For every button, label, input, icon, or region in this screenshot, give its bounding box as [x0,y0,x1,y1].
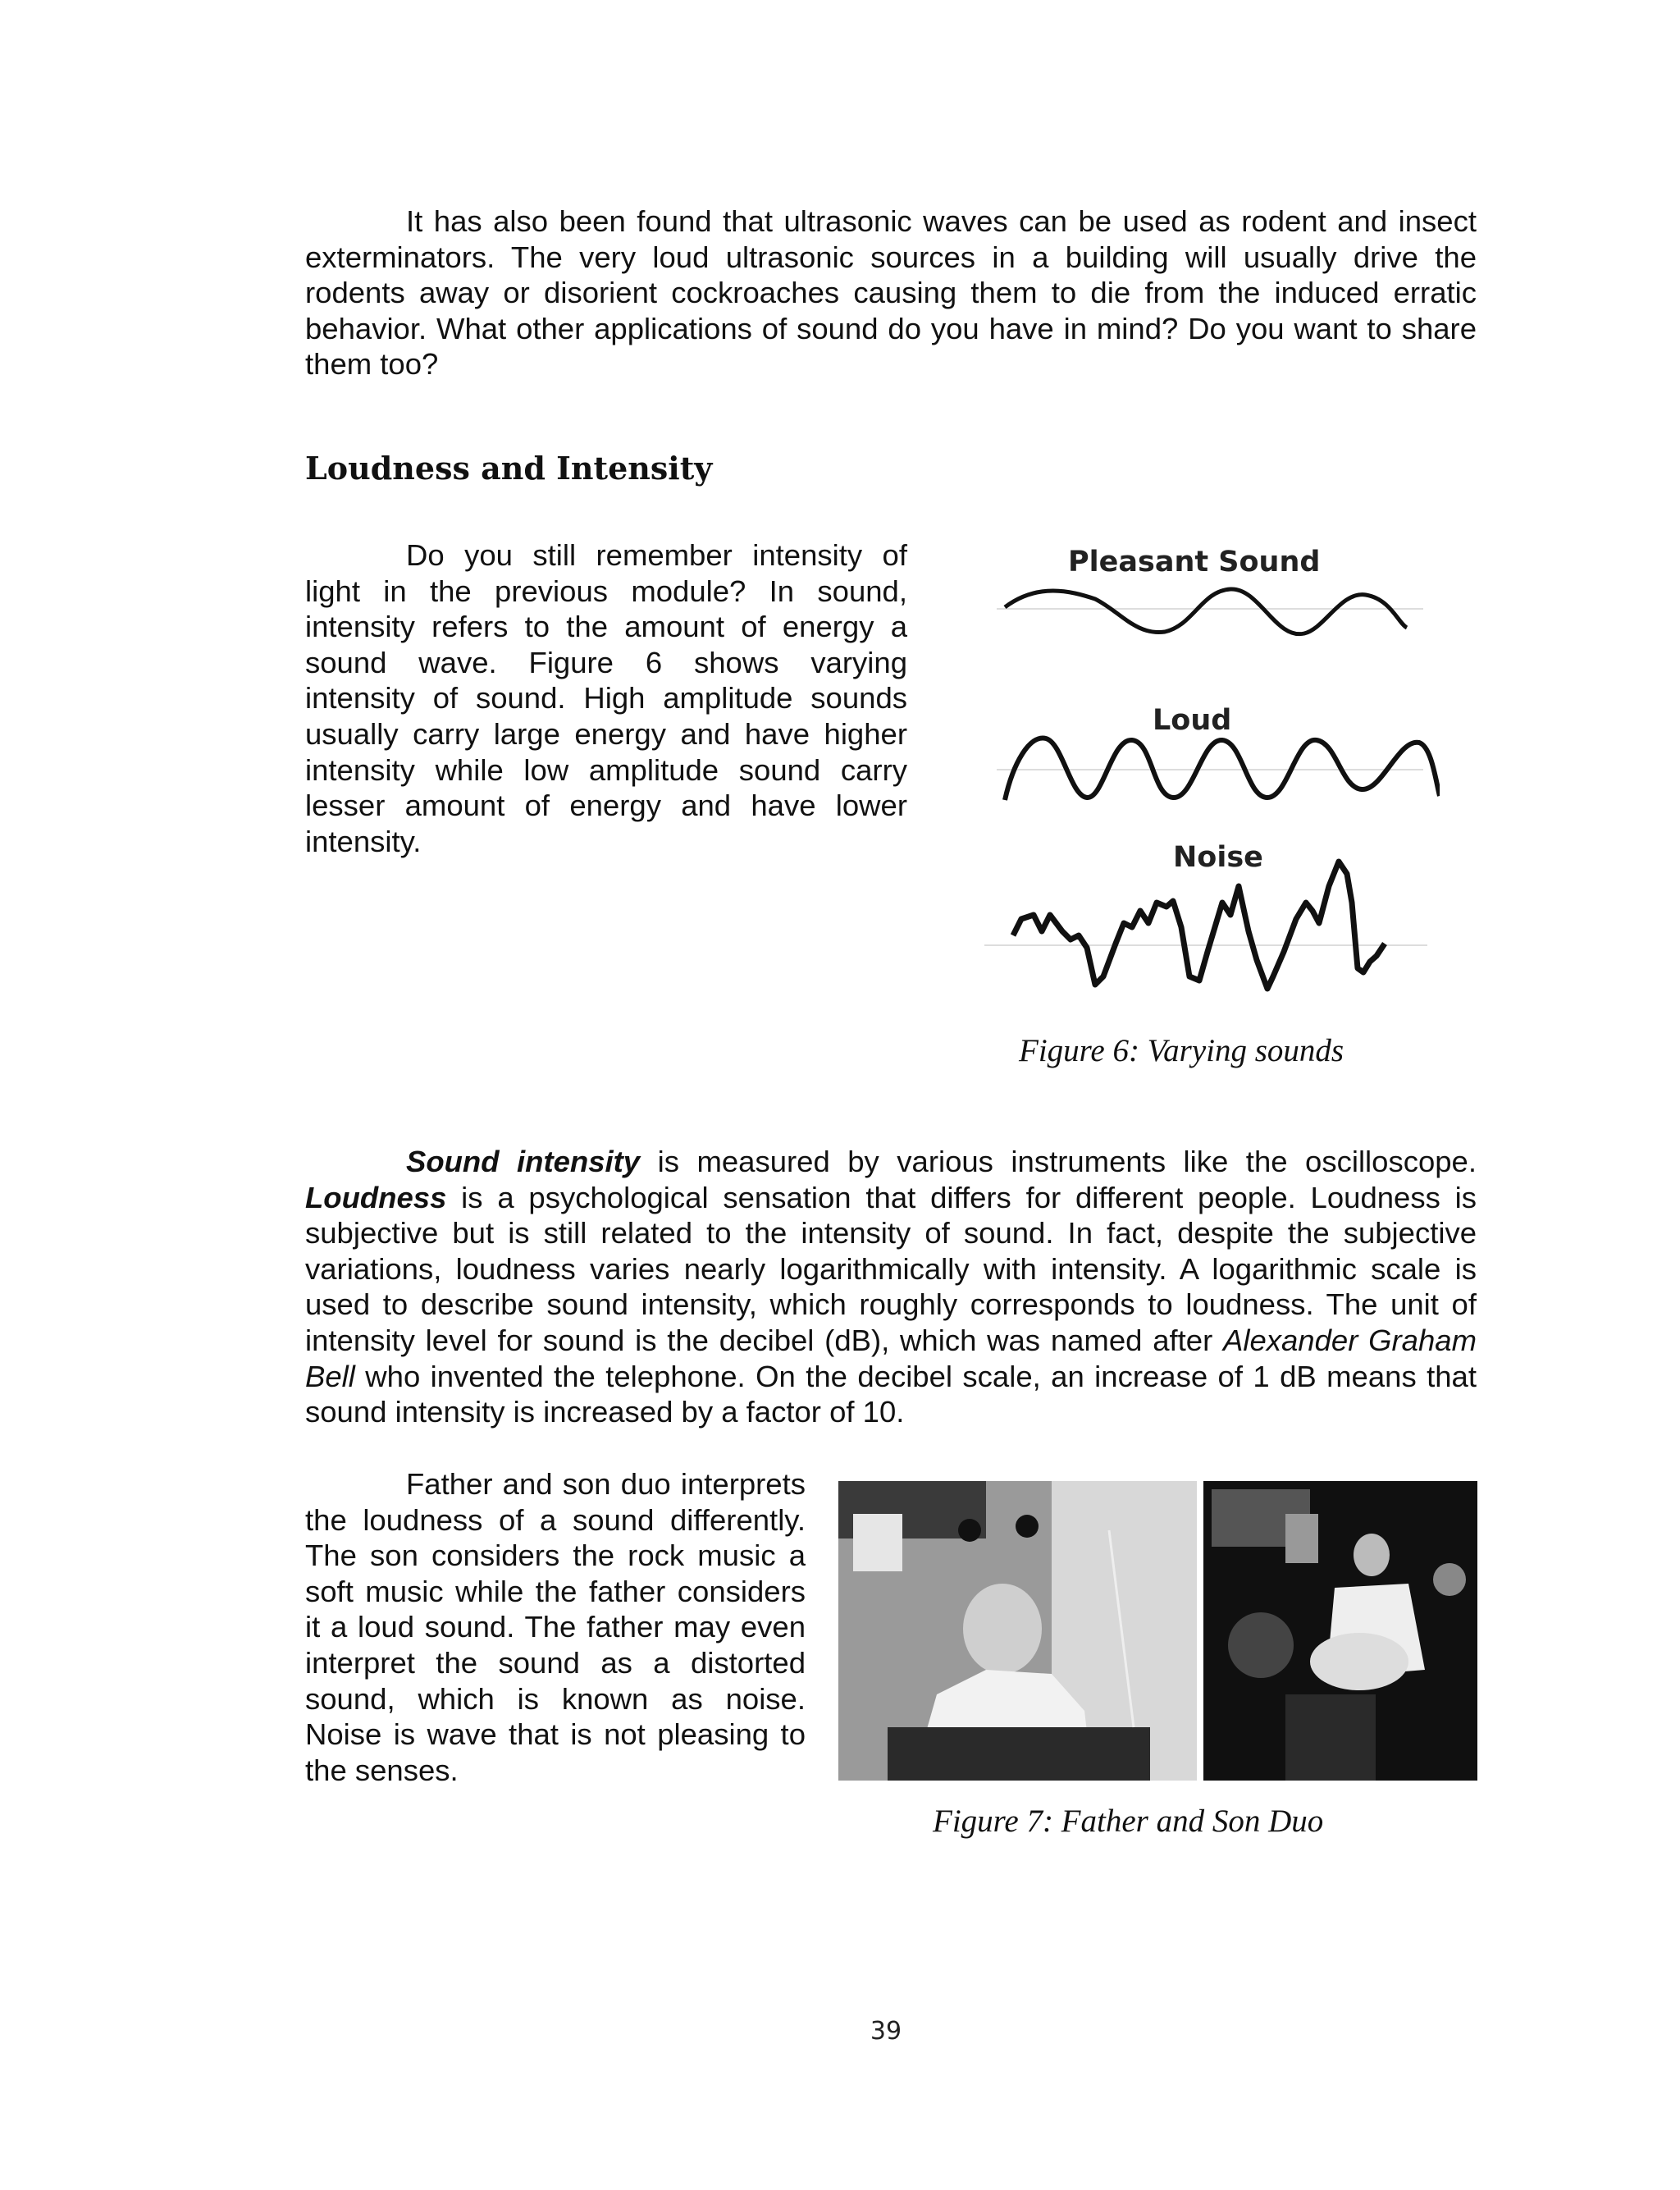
son-photo [1203,1481,1477,1781]
loud-wave [997,730,1440,821]
intensity-paragraph: Do you still remember intensity of light in the previous module? In sound, intensity refers to the amount of energy a sound wave. Figure 6 shows varying intensity of sound. High amplitude sounds usually carry large energy and have higher intensity while low amplitude sound carry lesser amount of energy and have lower intensity. [305,538,907,858]
page-number: 39 [870,2017,902,2046]
father-photo [838,1481,1197,1781]
decibel-text-1: is measured by various instruments like the oscilloscope. [640,1145,1477,1178]
wave-label-pleasant: Pleasant Sound [1068,546,1321,578]
wave-label-noise: Noise [1173,841,1263,874]
decibel-text-2: is a psychological sensation that differs for different people. Loudness is subjective but is still related to the intensity of sound. In fact, despite the subjective variations, loudness varies nearly logarithmically with intensity. A logarithmic scale is used to describe sound intensity, which roughly corresponds to loudness. The unit of intensity level for sound is the decibel (dB), which was named after [305,1180,1477,1357]
section-heading: Loudness and Intensity [305,450,713,487]
term-loudness: Loudness [305,1180,447,1214]
figure-7-caption: Figure 7: Father and Son Duo [933,1804,1324,1839]
wave-label-loud: Loud [1153,704,1232,737]
pleasant-wave [997,574,1440,665]
figure-6-caption: Figure 6: Varying sounds [1019,1033,1344,1068]
term-sound-intensity: Sound intensity [406,1145,641,1178]
decibel-paragraph [305,1144,1477,1430]
father-son-paragraph: Father and son duo interprets the loudness of a sound differently. The son considers the rock music a soft music while the father considers it a loud sound. The father may even interpret the sound as a distorted sound, which is known as noise. Noise is wave that is not pleasing to the senses. [305,1467,806,1787]
intro-paragraph: It has also been found that ultrasonic waves can be used as rodent and insect exterminators. The very loud ultrasonic sources in a building will usually drive the rodents away or disorient cockroaches causing them to die from the induced erratic behavior. What other applications of sound do you have in mind? Do you want to share them too? [305,204,1477,382]
name-alexander-graham-bell: Alexander Graham Bell [305,1323,1477,1393]
noise-wave [984,853,1444,1005]
decibel-text-3: who invented the telephone. On the decibel scale, an increase of 1 dB means that sound intensity is increased by a factor of 10. [305,1359,1477,1429]
